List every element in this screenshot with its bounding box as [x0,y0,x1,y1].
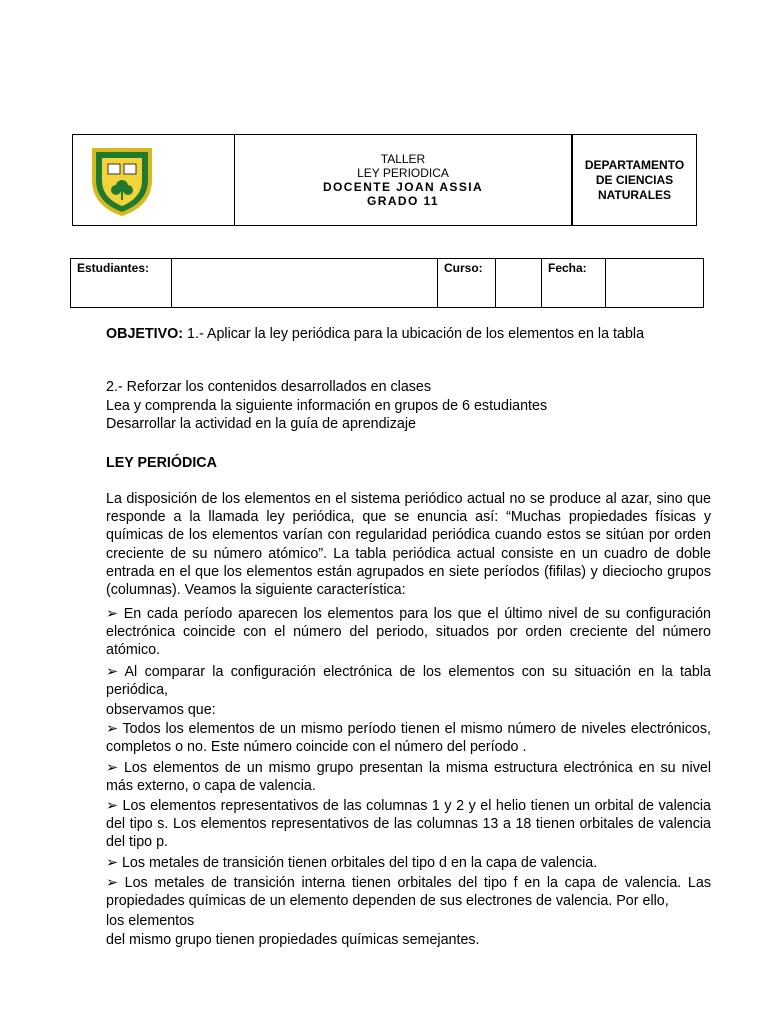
instruction-line-2: Desarrollar la actividad en la guía de aprendizaje [106,416,416,432]
bullet-5: ➢ Los elementos representativos de las columnas 1 y 2 y el helio tienen un orbital de valencia del tipo s. Los elementos representativos de las columnas 13 a 18 tienen orbitales de valencia del tipo p. [106,798,711,851]
students-field[interactable] [172,259,438,307]
bullet-2-continuation: observamos que: [106,702,216,718]
instruction-line-1: Lea y comprenda la siguiente información en grupos de 6 estudiantes [106,398,548,414]
department-line-2: DE CIENCIAS [595,172,674,187]
teacher-label: DOCENTE JOAN ASSIA [322,180,484,194]
title-cell [235,135,573,225]
students-label: Estudiantes: [71,259,172,307]
topic-label: LEY PERIODICA [357,166,449,180]
logo-cell [73,135,235,225]
course-field[interactable] [496,259,542,307]
grade-label: GRADO 11 [367,194,439,208]
bullet-4: ➢ Los elementos de un mismo grupo presentan la misma estructura electrónica en su nivel más externo, o capa de valencia. [106,760,711,795]
department-line-3: NATURALES [597,187,672,202]
bullet-1: ➢ En cada período aparecen los elementos para los que el último nivel de su configuración electrónica coincide con el número del periodo, situados por orden creciente del número atómico. [106,606,711,659]
header-table [72,134,697,226]
date-field[interactable] [606,259,703,307]
objective-label: OBJETIVO: [106,326,184,342]
department-line-1: DEPARTAMENTO [584,157,685,172]
school-crest-icon [90,146,154,216]
section-title: LEY PERIÓDICA [106,455,217,471]
bullet-7: ➢ Los metales de transición interna tienen orbitales del tipo f en la capa de valencia. Las propiedades químicas de un elemento dependen de sus electrones de valencia. Por ello, [106,875,711,910]
date-label: Fecha: [542,259,606,307]
bullet-3: ➢ Todos los elementos de un mismo período tienen el mismo número de niveles electrónicos, completos o no. Este número coincide con el número del período . [106,721,711,756]
bullet-7-continuation: los elementos [106,913,195,929]
bullet-2: ➢ Al comparar la configuración electrónica de los elementos con su situación en la tabla periódica, [106,664,711,699]
bullet-6: ➢ Los metales de transición tienen orbitales del tipo d en la capa de valencia. [106,855,598,871]
bullet-7-final: del mismo grupo tienen propiedades químicas semejantes. [106,932,480,948]
paragraph-intro: La disposición de los elementos en el sistema periódico actual no se produce al azar, sino que responde a la llamada ley periódica, que se enuncia así: “Muchas propiedades físicas y químicas de los elementos varían con regularidad periódica cuando estos se sitúan por orden creciente de su número atómico”. La tabla periódica actual consiste en un cuadro de doble entrada en el que los elementos están agrupados en siete períodos (fifilas) y dieciocho grupos (columnas). Veamos la siguiente característica: [106,491,711,599]
objective-item-1-text: 1.- Aplicar la ley periódica para la ubicación de los elementos en la tabla [187,326,645,342]
objective-item-2: 2.- Reforzar los contenidos desarrollados en clases [106,379,432,395]
department-cell [573,135,696,225]
course-label: Curso: [438,259,496,307]
student-info-table [70,258,704,308]
workshop-label: TALLER [380,152,426,166]
objective-item-1 [106,325,711,343]
